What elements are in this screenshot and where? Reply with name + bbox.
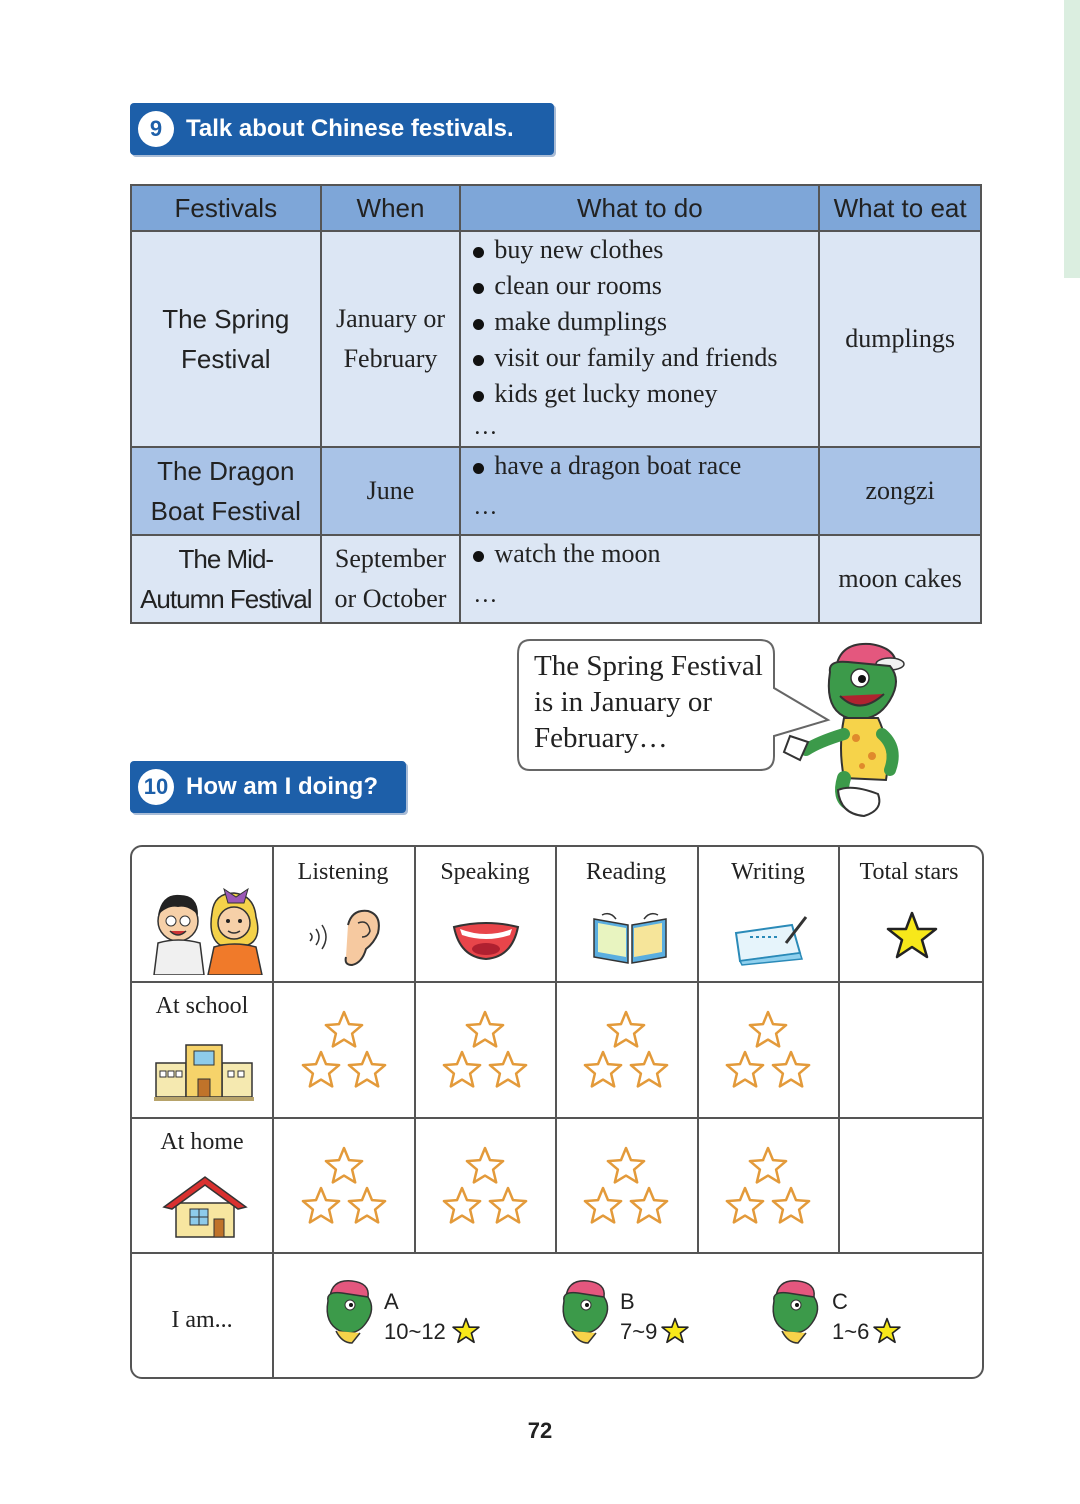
star-icon <box>873 1317 901 1345</box>
festival-cell <box>131 447 321 535</box>
eat-cell: zongzi <box>819 447 981 535</box>
when-line2: February <box>343 344 438 373</box>
empty-star-icon[interactable] <box>727 1188 763 1222</box>
skill-label-writing: Writing <box>731 859 805 885</box>
bullet-icon <box>473 391 484 402</box>
festival-cell <box>131 231 321 447</box>
rating-b-letter: B <box>620 1289 635 1314</box>
bullet-icon <box>473 551 484 562</box>
list-item <box>473 268 818 304</box>
empty-star-icon[interactable] <box>326 1012 362 1046</box>
row-label-at-school: At school <box>155 993 249 1019</box>
section-9-number: 9 <box>138 111 174 147</box>
festival-name-line1: The Mid- <box>178 544 274 574</box>
section-9-title: Talk about Chinese festivals. <box>186 115 514 142</box>
empty-star-icon[interactable] <box>444 1188 480 1222</box>
todo-text: buy new clothes <box>494 235 664 264</box>
empty-star-icon[interactable] <box>608 1148 644 1182</box>
ellipsis: … <box>473 494 498 520</box>
bullet-icon <box>473 319 484 330</box>
self-evaluation-table <box>130 845 984 1379</box>
rating-a-letter: A <box>384 1289 399 1314</box>
ellipsis: … <box>473 582 498 608</box>
todo-list <box>473 448 818 484</box>
festival-table-header-row <box>131 185 981 231</box>
todo-text: kids get lucky money <box>494 379 718 408</box>
festival-table <box>130 184 982 624</box>
bullet-icon <box>473 283 484 294</box>
bullet-icon <box>473 247 484 258</box>
speech-bubble-text <box>534 648 763 756</box>
bubble-line2: is in January or <box>534 686 712 718</box>
skill-label-listening: Listening <box>297 859 389 885</box>
empty-star-icon[interactable] <box>773 1052 809 1086</box>
empty-star-icon[interactable] <box>490 1052 526 1086</box>
header-when: When <box>321 185 461 231</box>
bubble-line1: The Spring Festival <box>534 650 763 682</box>
eat-cell: moon cakes <box>819 535 981 623</box>
rating-c-letter: C <box>832 1289 848 1314</box>
when-line2: or October <box>334 584 447 613</box>
empty-star-icon[interactable] <box>303 1188 339 1222</box>
header-what-to-eat: What to eat <box>819 185 981 231</box>
when-line1: September <box>334 544 447 573</box>
list-item <box>473 340 818 376</box>
row-label-at-home: At home <box>160 1129 244 1155</box>
table-row-mid-autumn-festival <box>131 535 981 623</box>
todo-text: clean our rooms <box>494 271 662 300</box>
empty-star-icon[interactable] <box>608 1012 644 1046</box>
section-10-title: How am I doing? <box>186 773 378 800</box>
empty-star-icon[interactable] <box>750 1148 786 1182</box>
todo-text: have a dragon boat race <box>494 451 742 480</box>
festival-name-line2: Autumn Festival <box>140 584 312 614</box>
star-icon <box>661 1317 689 1345</box>
bullet-icon <box>473 355 484 366</box>
section-9-header <box>130 103 554 155</box>
bullet-icon <box>473 463 484 474</box>
empty-star-icon[interactable] <box>349 1188 385 1222</box>
mascot-head-icon <box>768 1277 824 1347</box>
mascot-head-icon <box>322 1277 378 1347</box>
skill-label-speaking: Speaking <box>440 859 530 885</box>
page-edge-tab <box>1064 0 1080 278</box>
list-item <box>473 448 818 484</box>
empty-star-icon[interactable] <box>585 1188 621 1222</box>
eat-cell: dumplings <box>819 231 981 447</box>
empty-star-icon[interactable] <box>631 1188 667 1222</box>
rating-c-range: 1~6 <box>832 1319 870 1344</box>
empty-star-icon[interactable] <box>727 1052 763 1086</box>
header-what-to-do: What to do <box>460 185 819 231</box>
empty-star-icon[interactable] <box>490 1188 526 1222</box>
when-cell <box>321 535 461 623</box>
list-item <box>473 536 818 572</box>
empty-star-icon[interactable] <box>444 1052 480 1086</box>
empty-star-icon[interactable] <box>303 1052 339 1086</box>
empty-star-icon[interactable] <box>585 1052 621 1086</box>
section-10-header <box>130 761 406 813</box>
empty-star-icon[interactable] <box>349 1052 385 1086</box>
empty-star-icon[interactable] <box>326 1148 362 1182</box>
table-row-dragon-boat-festival <box>131 447 981 535</box>
skill-label-total-stars: Total stars <box>859 859 959 885</box>
empty-star-icon[interactable] <box>467 1148 503 1182</box>
empty-star-icon[interactable] <box>773 1188 809 1222</box>
skill-label-reading: Reading <box>586 859 666 885</box>
when-cell <box>321 231 461 447</box>
mascot-head-icon <box>558 1277 614 1347</box>
header-festivals: Festivals <box>131 185 321 231</box>
dinosaur-mascot-icon <box>778 638 928 823</box>
list-item <box>473 304 818 340</box>
star-icon <box>452 1317 480 1345</box>
todo-list <box>473 536 818 572</box>
page-number: 72 <box>527 1418 553 1443</box>
festival-name-line2: Boat Festival <box>150 496 301 526</box>
todo-cell <box>460 447 819 535</box>
list-item <box>473 232 818 268</box>
list-item <box>473 376 818 412</box>
section-10-number: 10 <box>138 769 174 805</box>
todo-cell <box>460 535 819 623</box>
todo-list <box>473 232 818 412</box>
todo-text: make dumplings <box>494 307 668 336</box>
empty-star-icon[interactable] <box>631 1052 667 1086</box>
table-row-spring-festival <box>131 231 981 447</box>
bubble-line3: February… <box>534 722 668 754</box>
rating-a-range: 10~12 <box>384 1319 446 1344</box>
row-label-i-am: I am... <box>171 1307 233 1333</box>
empty-star-icon[interactable] <box>467 1012 503 1046</box>
rating-b-range: 7~9 <box>620 1319 658 1344</box>
when-cell: June <box>321 447 461 535</box>
festival-name-line1: The Spring <box>162 304 290 334</box>
todo-text: watch the moon <box>494 539 661 568</box>
todo-text: visit our family and friends <box>494 343 778 372</box>
festival-name-line1: The Dragon <box>157 456 295 486</box>
empty-star-icon[interactable] <box>750 1012 786 1046</box>
festival-name-line2: Festival <box>180 344 271 374</box>
ellipsis: … <box>473 414 498 440</box>
todo-cell <box>460 231 819 447</box>
star-rating-layer <box>132 847 982 1253</box>
when-line1: January or <box>335 304 445 333</box>
festival-cell <box>131 535 321 623</box>
